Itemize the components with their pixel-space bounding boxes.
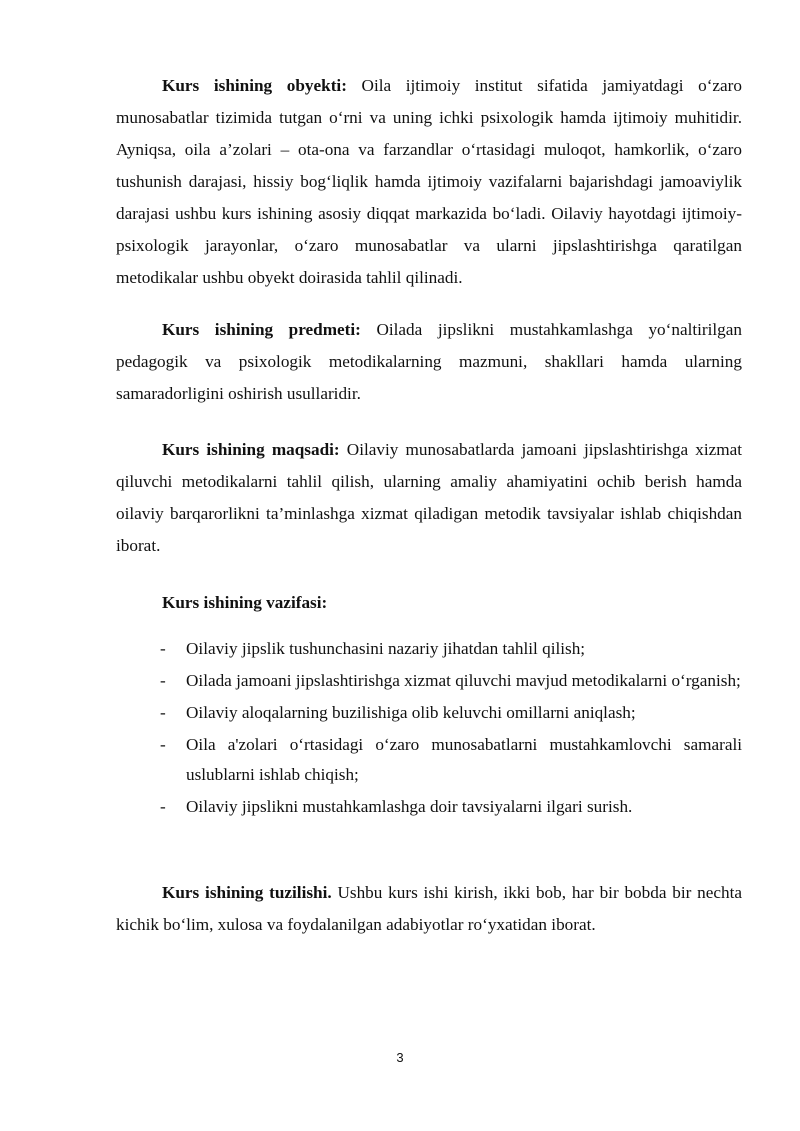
list-item-text: Oila a'zolari o‘rtasidagi o‘zaro munosabatlarni mustahkamlovchi samarali uslublarni ishlab chiqish; (186, 735, 742, 784)
paragraph-maqsad (116, 434, 742, 562)
list-item (116, 698, 742, 728)
list-item (116, 634, 742, 664)
heading-tuzilish: Kurs ishining tuzilishi. (162, 883, 332, 902)
text-maqsad: Oilaviy munosabatlarda jamoani jipslashtirishga xizmat qiluvchi metodikalarni tahlil qilish, ularning amaliy ahamiyatini ochib berish hamda oilaviy barqarorlikni ta’minlashga xizmat qiladigan metodik tavsiyalar ishlab chiqishdan iborat. (116, 440, 743, 555)
list-item-text: Oilaviy jipslikni mustahkamlashga doir tavsiyalarni ilgari surish. (186, 797, 633, 816)
bullet-dash: - (160, 639, 166, 658)
paragraph-tuzilish (116, 877, 742, 941)
paragraph-obyekt (116, 70, 742, 294)
text-tuzilish: Ushbu kurs ishi kirish, ikki bob, har bir bobda bir nechta kichik bo‘lim, xulosa va foydalanilgan adabiyotlar ro‘yxatidan iborat. (116, 883, 743, 934)
task-list (116, 634, 742, 824)
bullet-dash: - (160, 671, 166, 690)
heading-maqsad: Kurs ishining maqsadi: (162, 440, 340, 459)
heading-vazifa: Kurs ishining vazifasi: (162, 593, 328, 612)
page-number: 3 (396, 1050, 404, 1065)
list-item (116, 730, 742, 790)
heading-predmet: Kurs ishining predmeti: (162, 320, 361, 339)
list-item (116, 666, 742, 696)
list-item (116, 792, 742, 822)
list-item-text: Oilada jamoani jipslashtirishga xizmat qiluvchi mavjud metodikalarni o‘rganish; (186, 671, 741, 690)
list-item-text: Oilaviy aloqalarning buzilishiga olib keluvchi omillarni aniqlash; (186, 703, 636, 722)
heading-obyekt: Kurs ishining obyekti: (162, 76, 347, 95)
text-obyekt: Oila ijtimoiy institut sifatida jamiyatdagi o‘zaro munosabatlar tizimida tutgan o‘rni va uning ichki psixologik hamda ijtimoiy muhitidir. Ayniqsa, oila a’zolari – ota-ona va farzandlar o‘rtasidagi muloqot, hamkorlik, o‘zaro tushunish darajasi, hissiy bog‘liqlik hamda ijtimoiy vazifalarni bajarishdagi jamoaviylik darajasi ushbu kurs ishining asosiy diqqat markazida bo‘ladi. Oilaviy hayotdagi ijtimoiy-psixologik jarayonlar, o‘zaro munosabatlar va ularni jipslashtirishga qaratilgan metodikalar ushbu obyekt doirasida tahlil qilinadi. (116, 76, 742, 287)
text-predmet: Oilada jipslikni mustahkamlashga yo‘naltirilgan pedagogik va psixologik metodikalarning mazmuni, shakllari hamda ularning samaradorligini oshirish usullaridir. (116, 320, 742, 403)
bullet-dash: - (160, 735, 166, 754)
paragraph-predmet (116, 314, 742, 410)
bullet-dash: - (160, 703, 166, 722)
list-item-text: Oilaviy jipslik tushunchasini nazariy jihatdan tahlil qilish; (186, 639, 586, 658)
bullet-dash: - (160, 797, 166, 816)
